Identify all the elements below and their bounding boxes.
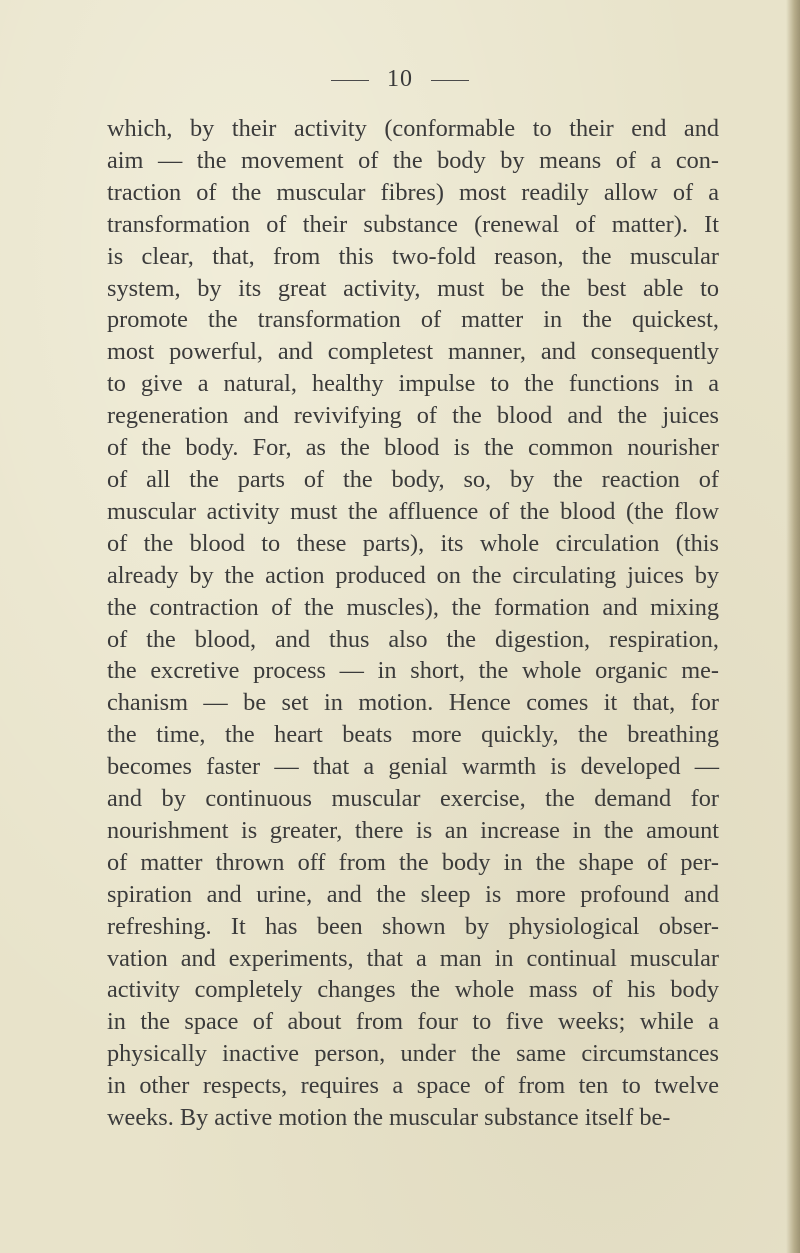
text-line: the excretive process — in short, the whole organic me-: [107, 657, 719, 685]
text-line: weeks. By active motion the muscular substance itself be-: [107, 1104, 671, 1132]
page-number: 10: [387, 66, 413, 92]
body-paragraph: [107, 113, 719, 1134]
text-line: of matter thrown off from the body in the shape of per-: [107, 848, 719, 876]
text-line: spiration and urine, and the sleep is more profound and: [107, 880, 719, 908]
left-dash: [331, 80, 369, 81]
text-line: promote the transformation of matter in the quickest,: [107, 306, 719, 334]
text-line: aim — the movement of the body by means of a con-: [107, 146, 719, 174]
text-line: already by the action produced on the circulating juices by: [107, 561, 719, 589]
text-line: of the blood, and thus also the digestion, respiration,: [107, 625, 719, 653]
text-line: muscular activity must the affluence of the blood (the flow: [107, 497, 719, 525]
text-line: is clear, that, from this two-fold reason, the muscular: [107, 242, 719, 270]
text-line: traction of the muscular fibres) most readily allow of a: [107, 178, 719, 206]
text-line: of the blood to these parts), its whole circulation (this: [107, 529, 719, 557]
text-line: regeneration and revivifying of the blood and the juices: [107, 402, 719, 430]
text-line: the time, the heart beats more quickly, the breathing: [107, 721, 719, 749]
text-line: in other respects, requires a space of from ten to twelve: [107, 1072, 719, 1100]
text-line: to give a natural, healthy impulse to the functions in a: [107, 370, 719, 398]
text-line: nourishment is greater, there is an increase in the amount: [107, 816, 719, 844]
right-dash: [431, 80, 469, 81]
text-line: and by continuous muscular exercise, the demand for: [107, 785, 719, 813]
text-line: chanism — be set in motion. Hence comes it that, for: [107, 689, 719, 717]
text-line: vation and experiments, that a man in continual muscular: [107, 944, 719, 972]
page-edge-shadow: [786, 0, 800, 1253]
text-line: in the space of about from four to five weeks; while a: [107, 1008, 719, 1036]
text-line: of all the parts of the body, so, by the reaction of: [107, 465, 719, 493]
text-line: physically inactive person, under the same circumstances: [107, 1040, 719, 1068]
text-line: of the body. For, as the blood is the common nourisher: [107, 434, 719, 462]
text-line: transformation of their substance (renewal of matter). It: [107, 210, 719, 238]
text-line: the contraction of the muscles), the formation and mixing: [107, 593, 719, 621]
text-line: system, by its great activity, must be the best able to: [107, 274, 719, 302]
text-line: refreshing. It has been shown by physiological obser-: [107, 912, 719, 940]
page-number-header: [0, 66, 800, 93]
text-line: activity completely changes the whole mass of his body: [107, 976, 719, 1004]
text-line: which, by their activity (conformable to their end and: [107, 115, 719, 142]
text-line: becomes faster — that a genial warmth is developed —: [107, 753, 719, 781]
text-line: most powerful, and completest manner, and consequently: [107, 338, 719, 366]
